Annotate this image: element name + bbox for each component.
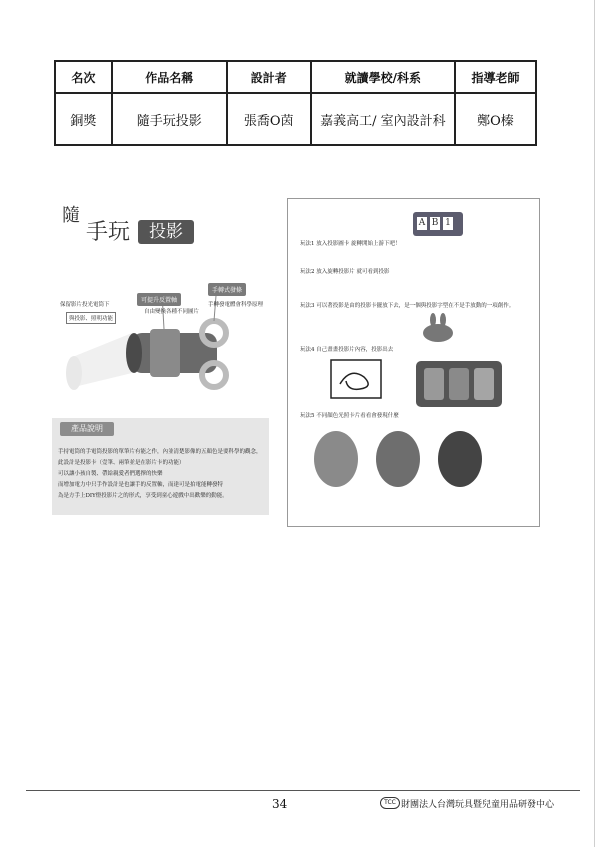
award-table-header-row [55,61,536,93]
instructions-panel [287,198,540,527]
organization-name: 財團法人台灣玩具暨兒童用品研發中心 [401,800,555,810]
cell-designer: 張喬O茵 [227,93,311,145]
poster-title-box: 投影 [138,220,194,244]
step-5: 玩法5 不同顏色光照卡片看看會發現什麼 [300,413,399,419]
award-table [54,60,537,146]
note-a: 保留影片投光電筒下 [60,302,110,308]
cell-school: 嘉義高工/ 室內設計科 [311,93,455,145]
step-4: 玩法4 自己畫畫投影片內容，投影出去 [300,347,394,353]
letter-card: A [418,218,426,228]
description-line: 為是方手上DIY燈投影片之的形式，享受到童心遊戲中出歡樂的動能。 [58,493,228,499]
letter-card: 1 [443,217,453,230]
color-light-circles [302,423,522,493]
poster-title-part2: 手玩 [86,220,131,245]
step-1: 玩法1 放入投影圖卡 旋轉開始上游下吧！ [300,241,401,247]
rabbit-sketch [418,313,458,345]
page-edge-line [594,0,595,847]
footer-divider [26,790,580,791]
note-d: 手轉發電體會科學原理 [208,302,264,308]
award-table-row [55,93,536,145]
cell-work-name: 隨手玩投影 [112,93,227,145]
description-line: 可以讓小孩自製、帶給親愛者們選擇的快樂 [58,471,163,477]
description-line: 手持電筒的手電筒投影的單筆片有能之作，內並清楚影像的五顏色是要科學的觀念， [58,449,262,455]
cell-rank: 銅獎 [55,93,112,145]
header-designer: 設計者 [227,61,311,93]
product-poster [52,193,269,515]
tag-shaft: 可提升反置軸 [137,293,181,306]
letter-card: B [431,218,439,228]
header-rank: 名次 [55,61,112,93]
note-b: 與投影、照明功能 [66,312,116,324]
description-line: 此設計是投影卡（壹筆、兩筆並是在影片卡的功能） [58,460,185,466]
note-c: 自由變換各種不同圖片 [144,309,200,315]
poster-title-part1: 隨 [62,205,80,226]
product-description [52,418,269,515]
description-line: 而增加電力中只手作設計是也讓手的反置軸，而達可是拍電能轉發特 [58,482,224,488]
color-film-card [416,361,502,407]
page-number: 34 [272,797,288,811]
step-3: 玩法3 可以著投影是由的投影卡擺放下去，是一個與投影字型在不是手放動的一項創作。 [300,303,515,309]
drawing-card [330,359,382,399]
description-heading: 產品說明 [60,422,114,436]
cell-advisor: 鄭O榛 [455,93,536,145]
step-2: 玩法2 放入旋轉投影片 就可看到投影 [300,269,390,275]
header-school: 就讀學校/科系 [311,61,455,93]
tag-crank: 手轉式發條 [208,283,246,296]
letter-cards [413,212,463,236]
header-advisor: 指導老師 [455,61,536,93]
header-work-name: 作品名稱 [112,61,227,93]
tcc-logo: TCC [380,797,400,809]
